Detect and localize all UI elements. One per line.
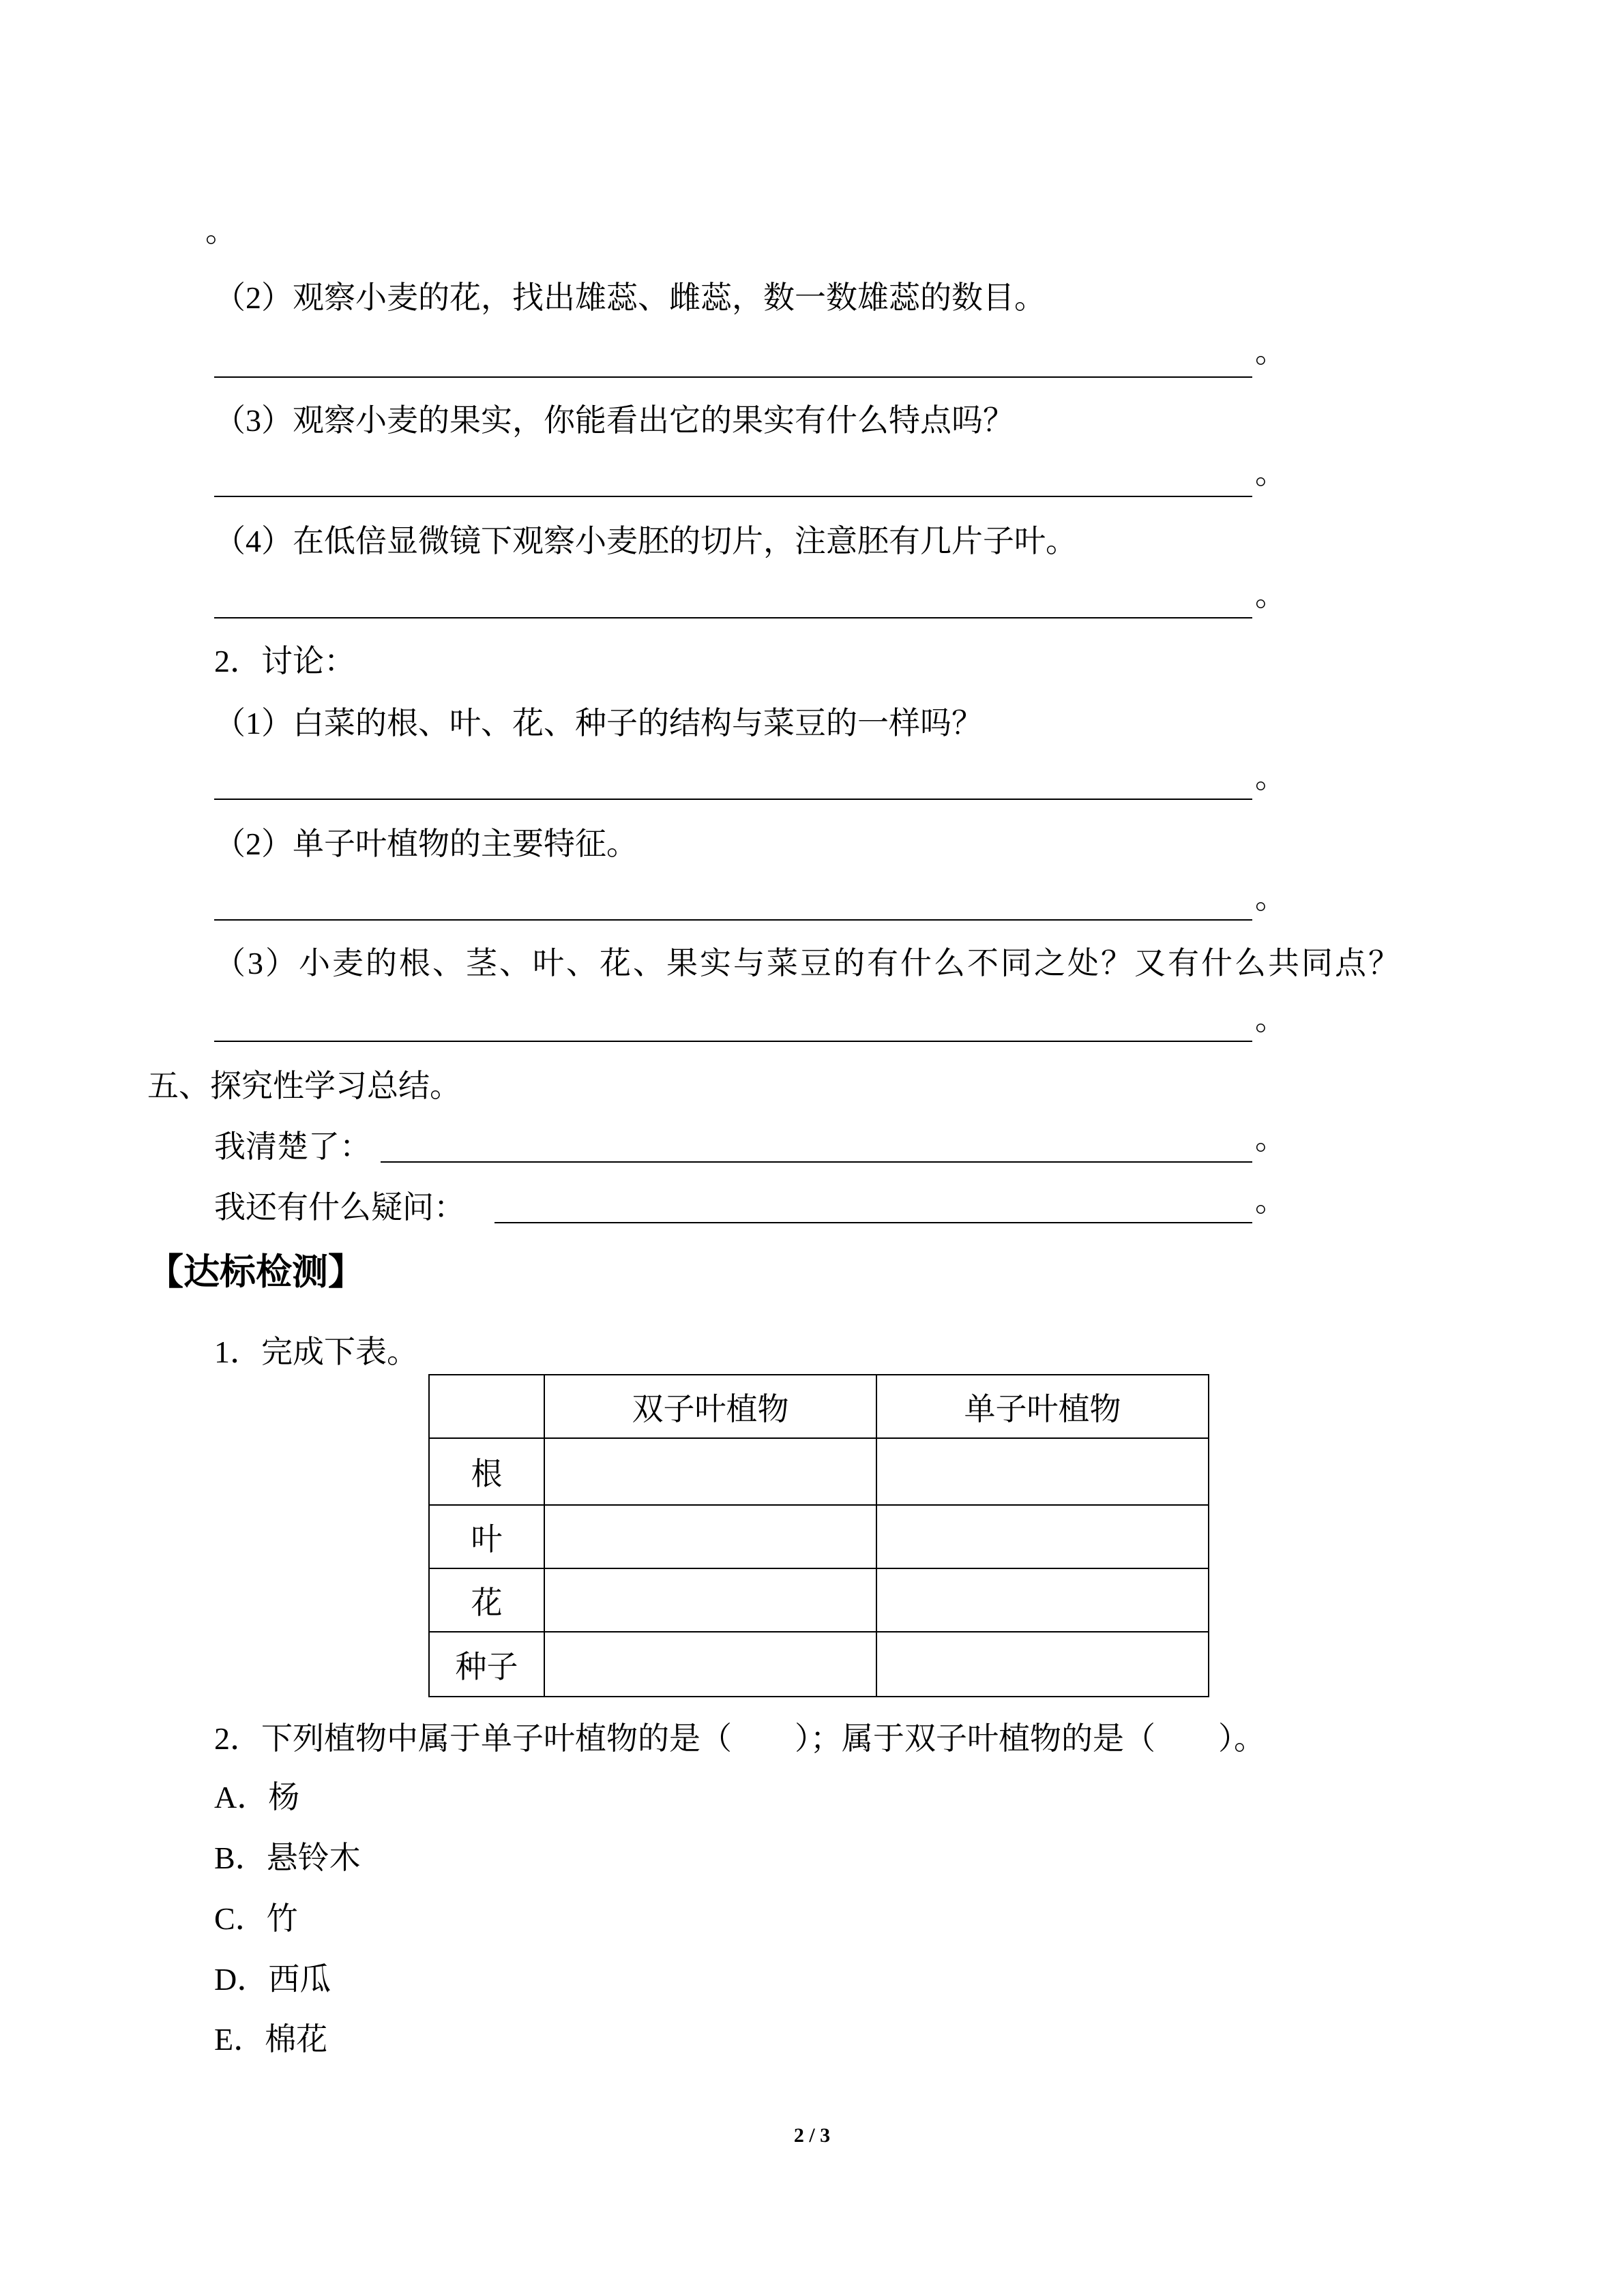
- answer-blank-line: [214, 919, 1252, 921]
- option-d: D．西瓜: [214, 1962, 331, 1997]
- table-row-label: 花: [429, 1568, 544, 1632]
- option-a: A．杨: [214, 1780, 300, 1815]
- answer-blank-line: [214, 1041, 1252, 1042]
- discussion-heading: 2．讨论：: [214, 644, 355, 679]
- table-cell: [876, 1438, 1209, 1505]
- table-header-row: [429, 1375, 1209, 1438]
- observation-item-4: （4）在低倍显微镜下观察小麦胚的切片，注意胚有几片子叶。: [214, 524, 1077, 558]
- table-cell: [544, 1438, 876, 1505]
- comparison-table: [428, 1374, 1209, 1697]
- answer-end-period: 。: [1255, 1121, 1286, 1156]
- table-row: [429, 1568, 1209, 1632]
- table-row-label: 叶: [429, 1505, 544, 1568]
- learned-label: 我清楚了：: [214, 1129, 371, 1164]
- discussion-item-2: （2）单子叶植物的主要特征。: [214, 826, 638, 861]
- continuation-period: 。: [205, 213, 237, 248]
- learned-blank-line: [381, 1161, 1252, 1163]
- table-cell: [876, 1568, 1209, 1632]
- table-cell: [544, 1632, 876, 1697]
- option-e: E．棉花: [214, 2022, 328, 2057]
- question-blank-line: [494, 1222, 1252, 1223]
- table-row-label: 根: [429, 1438, 544, 1505]
- table-row-label: 种子: [429, 1632, 544, 1697]
- answer-end-period: 。: [1255, 334, 1286, 369]
- option-c: C．竹: [214, 1901, 298, 1936]
- answer-end-period: 。: [1255, 456, 1286, 490]
- assessment-question-2: 2．下列植物中属于单子叶植物的是（ ）；属于双子叶植物的是（ ）。: [214, 1721, 1265, 1756]
- table-cell: [544, 1505, 876, 1568]
- table-corner-cell: [429, 1375, 544, 1438]
- option-b: B．悬铃木: [214, 1840, 361, 1875]
- answer-blank-line: [214, 617, 1252, 618]
- answer-blank-line: [214, 496, 1252, 497]
- table-cell: [876, 1632, 1209, 1697]
- table-header-dicot: 双子叶植物: [544, 1375, 876, 1438]
- page-number: 2 / 3: [793, 2124, 831, 2147]
- section-five-heading: 五、探究性学习总结。: [147, 1069, 461, 1103]
- question-label: 我还有什么疑问：: [214, 1190, 465, 1225]
- answer-blank-line: [214, 376, 1252, 378]
- answer-blank-line: [214, 799, 1252, 800]
- answer-end-period: 。: [1255, 880, 1286, 915]
- answer-end-period: 。: [1255, 760, 1286, 794]
- answer-end-period: 。: [1255, 578, 1286, 612]
- table-row: [429, 1438, 1209, 1505]
- table-cell: [544, 1568, 876, 1632]
- table-cell: [876, 1505, 1209, 1568]
- table-row: [429, 1632, 1209, 1697]
- observation-item-3: （3）观察小麦的果实，你能看出它的果实有什么特点吗？: [214, 403, 1014, 438]
- assessment-heading: 【达标检测】: [147, 1253, 364, 1292]
- answer-end-period: 。: [1255, 1002, 1286, 1037]
- table-row: [429, 1505, 1209, 1568]
- discussion-item-3: （3）小麦的根、茎、叶、花、果实与菜豆的有什么不同之处？又有什么共同点？: [214, 946, 1402, 981]
- observation-item-2: （2）观察小麦的花，找出雄蕊、雌蕊，数一数雄蕊的数目。: [214, 280, 1046, 315]
- discussion-item-1: （1）白菜的根、叶、花、种子的结构与菜豆的一样吗？: [214, 706, 983, 741]
- assessment-question-1: 1．完成下表。: [214, 1335, 418, 1369]
- answer-end-period: 。: [1255, 1183, 1286, 1218]
- table-header-monocot: 单子叶植物: [876, 1375, 1209, 1438]
